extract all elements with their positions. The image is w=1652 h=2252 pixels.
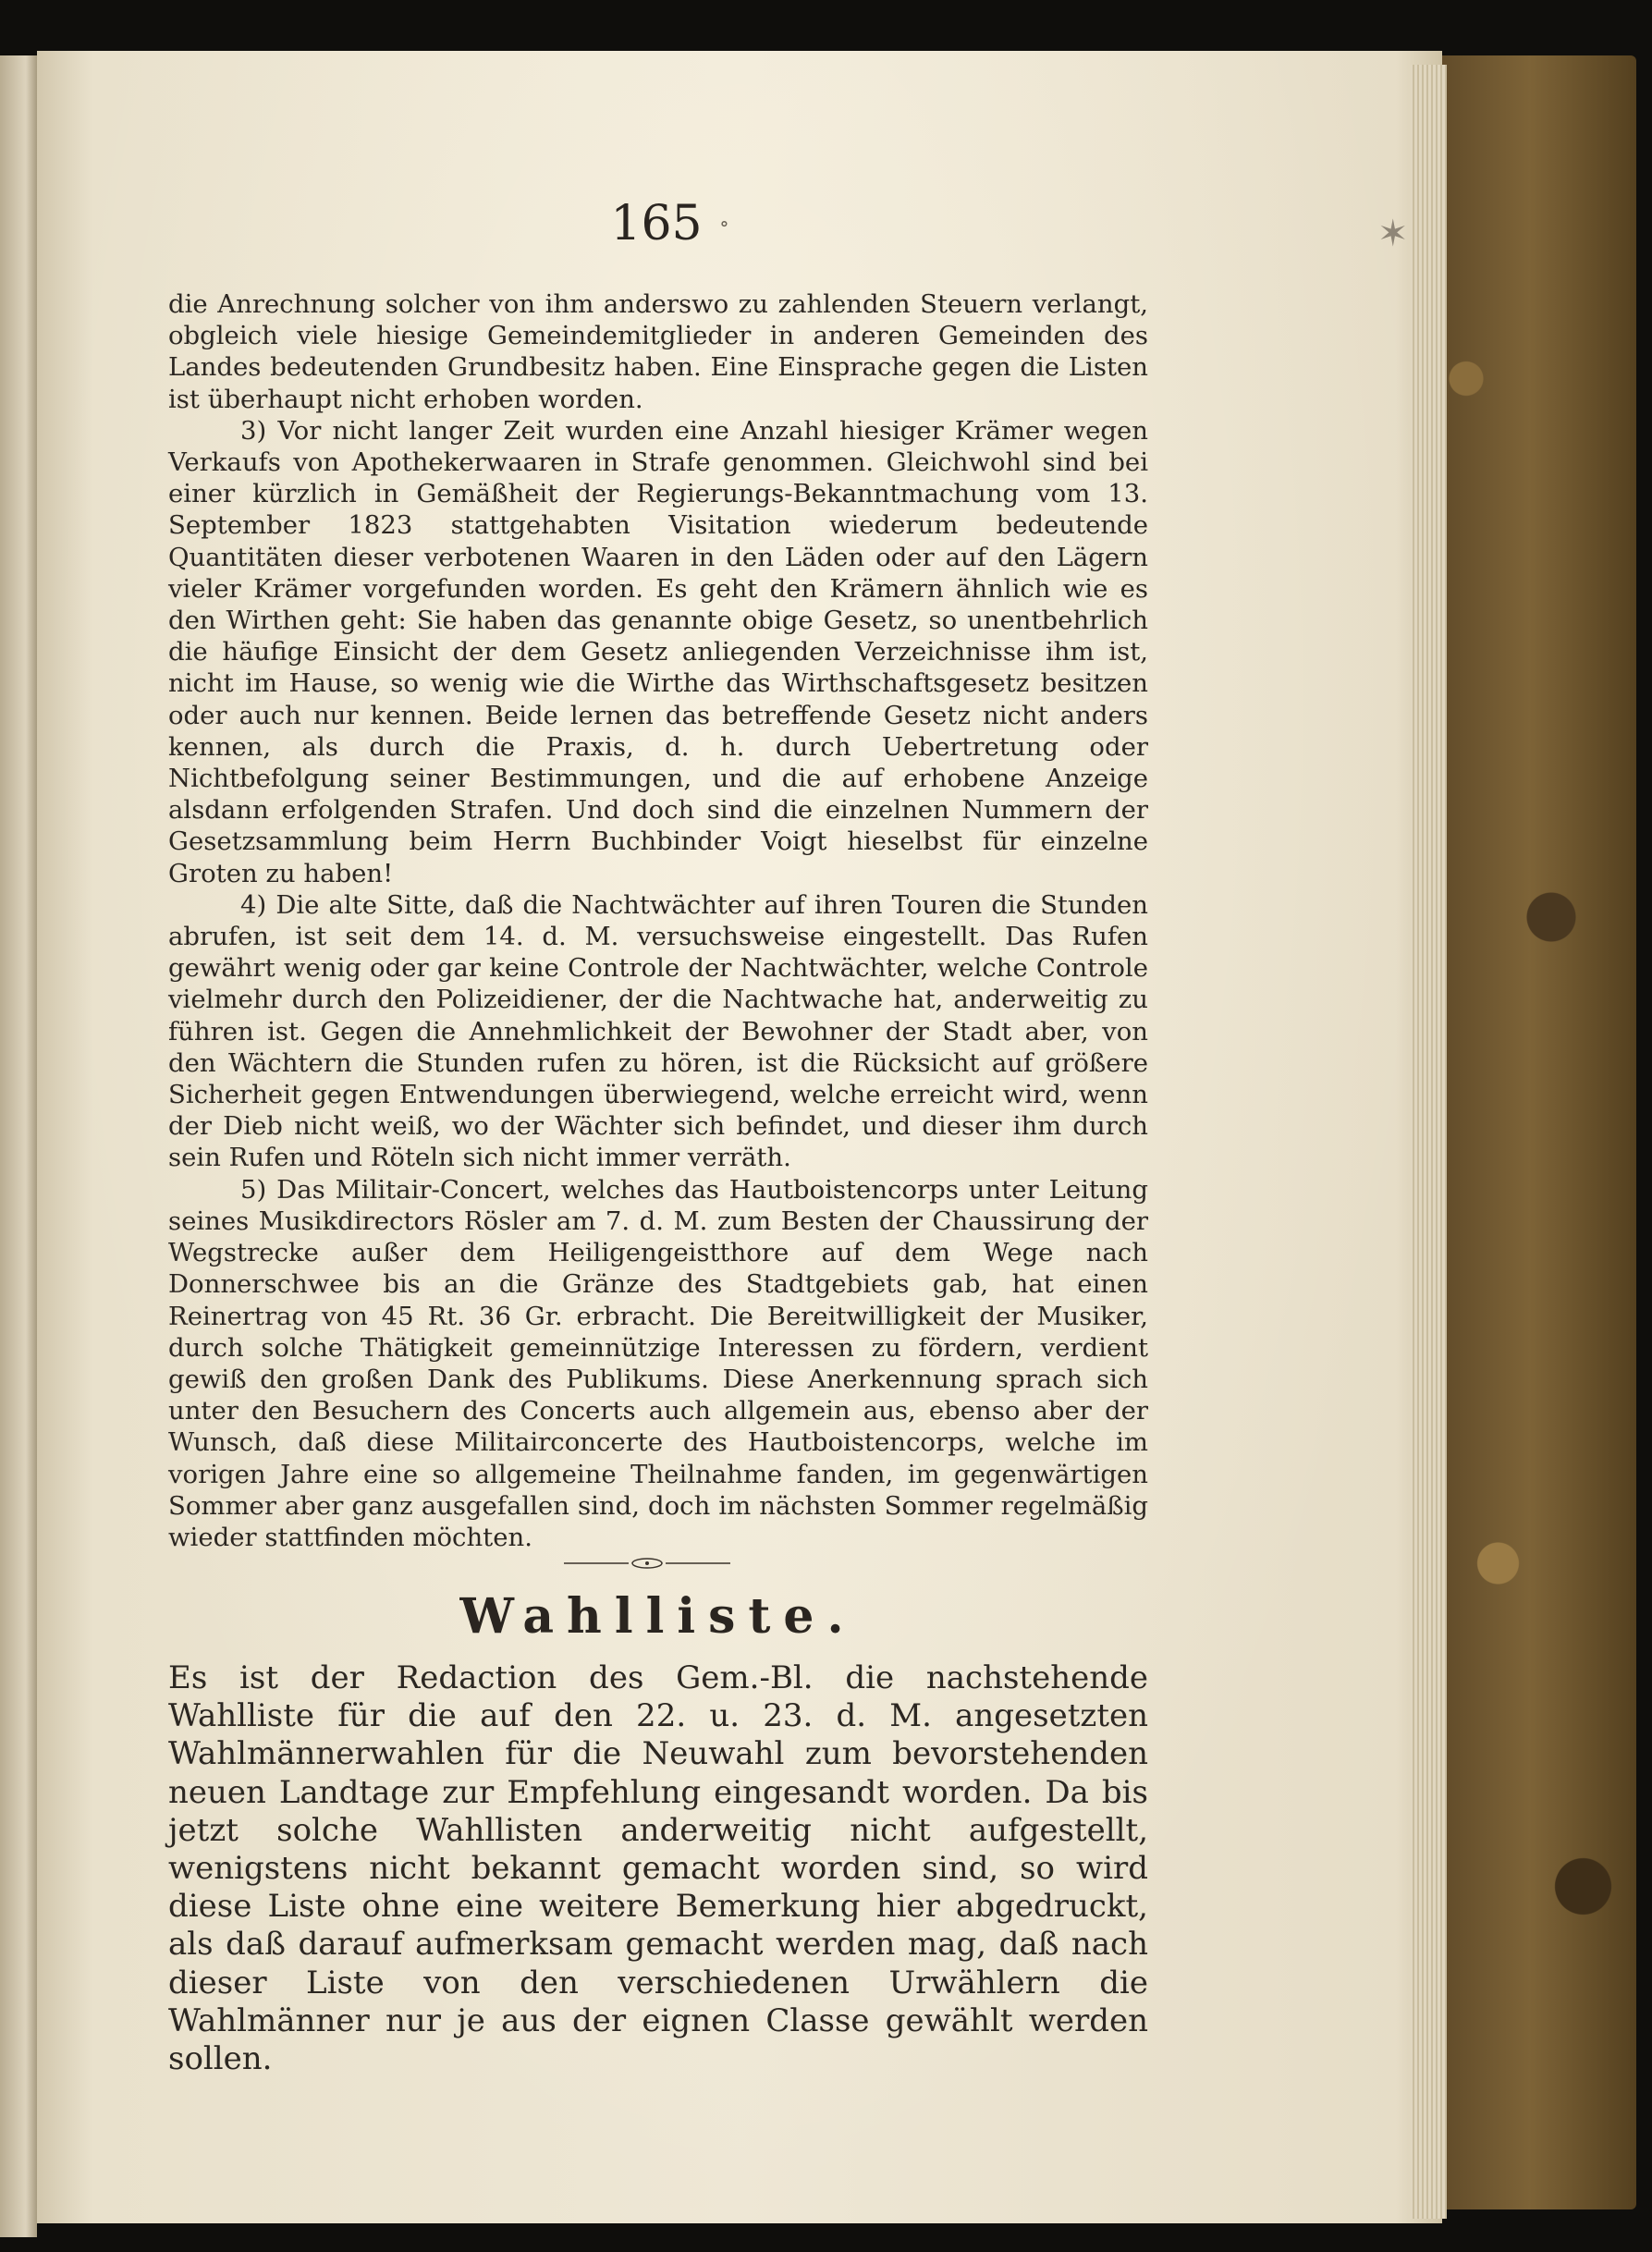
section-paragraph: Es ist der Redaction des Gem.-Bl. die nachstehende Wahlliste für die auf den 22. u. 23. d. M. angesetzten Wahlmännerwahlen für die Neuwahl zum bevorstehenden neuen Landtage zur Empfehlung eingesandt worden. Da bis jetzt solche Wahllisten anderweitig nicht aufgestellt, wenigstens nicht bekannt gemacht worden sind, so wird diese Liste ohne eine weitere Bemerkung hier abgedruckt, als daß darauf aufmerksam gemacht werden mag, daß nach dieser Liste von den verschiedenen Urwählern die Wahlmänner nur je aus der eignen Classe gewählt werden sollen.	[168, 1659, 1148, 2078]
page-block-edges	[1410, 65, 1447, 2219]
article-body	[168, 288, 1148, 1553]
dot-mark-icon: ∘	[719, 213, 729, 236]
section-heading: Wahlliste.	[459, 1588, 857, 1645]
section-text	[168, 1659, 1148, 2078]
paragraph-3: 3) Vor nicht langer Zeit wurden eine Anzahl hiesiger Krämer wegen Verkaufs von Apothekerwaaren in Strafe genommen. Gleichwohl sind bei einer kürzlich in Gemäßheit der Regierungs-Bekanntmachung vom 13. September 1823 stattgehabten Visitation wiederum bedeutende Quantitäten dieser verbotenen Waaren in den Läden oder auf den Lägern vieler Krämer vorgefunden worden. Es geht den Krämern ähnlich wie es den Wirthen geht: Sie haben das genannte obige Gesetz, so unentbehrlich die häufige Einsicht der dem Gesetz anliegenden Verzeichnisse ihm ist, nicht im Hause, so wenig wie die Wirthe das Wirthschaftsgesetz besitzen oder auch nur kennen. Beide lernen das betreffende Gesetz nicht anders kennen, als durch die Praxis, d. h. durch Uebertretung oder Nichtbefolgung seiner Bestimmungen, und die auf erhobene Anzeige alsdann erfolgenden Strafen. Und doch sind die einzelnen Nummern der Gesetzsammlung beim Herrn Buchbinder Voigt hieselbst für einzelne Groten zu haben!	[168, 415, 1148, 888]
paragraph-continued: die Anrechnung solcher von ihm anderswo zu zahlenden Steuern verlangt, obgleich viele hiesige Gemeindemitglieder in anderen Gemeinden des Landes bedeutenden Grundbesitz haben. Eine Einsprache gegen die Listen ist überhaupt nicht erhoben worden.	[168, 289, 1148, 414]
facing-page-edge	[0, 55, 37, 2237]
paragraph-5: 5) Das Militair-Concert, welches das Hautboistencorps unter Leitung seines Musikdirectors Rösler am 7. d. M. zum Besten der Chaussirung der Wegstrecke außer dem Heiligengeistthore auf dem Wege nach Donnerschwee bis an die Gränze des Stadtgebiets gab, hat einen Reinertrag von 45 Rt. 36 Gr. erbracht. Die Bereitwilligkeit der Musiker, durch solche Thätigkeit gemeinnützige Interessen zu fördern, verdient gewiß den großen Dank des Publikums. Diese Anerkennung sprach sich unter den Besuchern des Concerts auch allgemein aus, ebenso aber der Wunsch, daß diese Militairconcerte des Hautboistencorps, welche im vorigen Jahre eine so allgemeine Theilnahme fanden, im gegenwärtigen Sommer aber ganz ausgefallen sind, doch im nächsten Sommer regelmäßig wieder stattfinden möchten.	[168, 1174, 1148, 1552]
star-mark-icon: ✶	[1377, 213, 1409, 255]
ornamental-separator-icon	[564, 1557, 730, 1570]
page-number: 165	[610, 196, 703, 251]
book-cover-edge	[1424, 55, 1636, 2209]
paragraph-4: 4) Die alte Sitte, daß die Nachtwächter auf ihren Touren die Stunden abrufen, ist seit dem 14. d. M. versuchsweise eingestellt. Das Rufen gewährt wenig oder gar keine Controle der Nachtwächter, welche Controle vielmehr durch den Polizeidiener, der die Nachtwache hat, anderweitig zu führen ist. Gegen die Annehmlichkeit der Bewohner der Stadt aber, von den Wächtern die Stunden rufen zu hören, ist die Rücksicht auf größere Sicherheit gegen Entwendungen überwiegend, welche erreicht wird, wenn der Dieb nicht weiß, wo der Wächter sich befindet, und dieser ihm durch sein Rufen und Röteln sich nicht immer verräth.	[168, 889, 1148, 1173]
